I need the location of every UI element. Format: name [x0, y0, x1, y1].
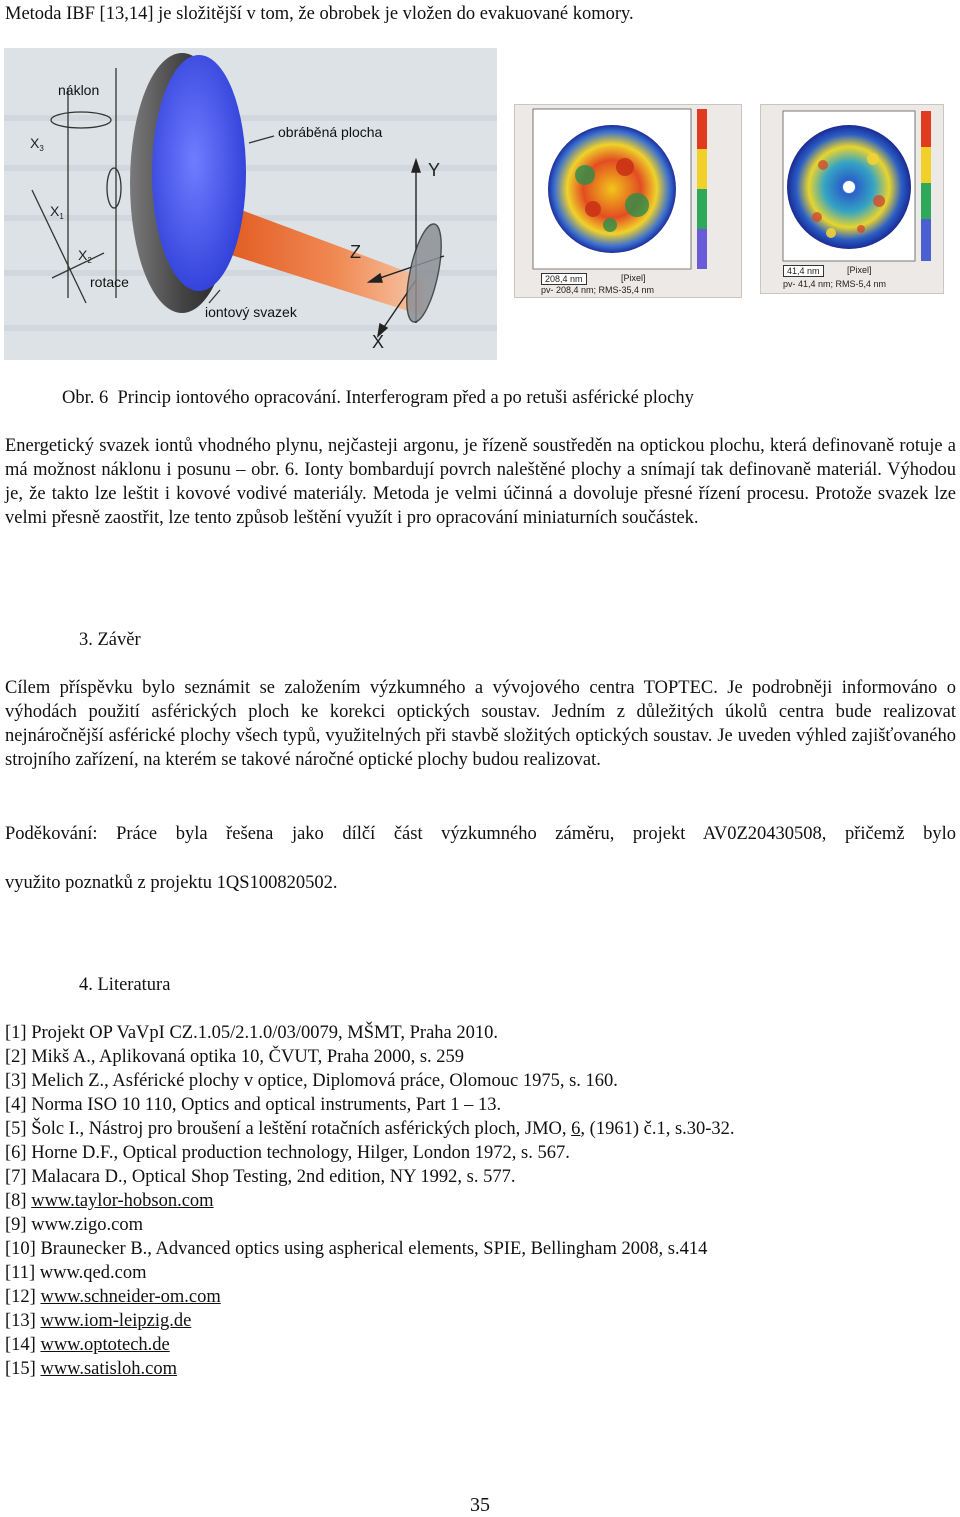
reference-link[interactable]: www.schneider-om.com [40, 1287, 221, 1307]
reference-item: [8] www.taylor-hobson.com [5, 1191, 214, 1211]
label-rotation: rotace [90, 274, 129, 290]
reference-item: [11] www.qed.com [5, 1263, 147, 1283]
reference-item: [3] Melich Z., Asférické plochy v optice, Diplomová práce, Olomouc 1975, s. 160. [5, 1071, 618, 1091]
reference-item: [7] Malacara D., Optical Shop Testing, 2nd edition, NY 1992, s. 577. [5, 1167, 516, 1187]
ion-beam-diagram [4, 48, 497, 360]
figure-caption: Obr. 6 Princip iontového opracování. Interferogram před a po retuši asférické plochy [62, 388, 694, 408]
svg-text:Z: Z [350, 242, 361, 262]
reference-item: [13] www.iom-leipzig.de [5, 1311, 192, 1331]
reference-link[interactable]: www.optotech.de [40, 1335, 170, 1355]
reference-item: [9] www.zigo.com [5, 1215, 144, 1235]
volume-number: 6 [571, 1119, 581, 1139]
label-tilt: náklon [58, 82, 100, 98]
svg-text:X2: $X_2$ [78, 247, 92, 265]
paragraph-conclusion: Cílem příspěvku bylo seznámit se založením výzkumného a vývojového centra TOPTEC. Je podrobněji informováno o výhodách použití asférických ploch ke korekci optických soustav. Jedním z důležitých úkolů centra bude realizovat nejnáročnější asférické plochy všech typů, využitelných při stavbě složitých optických soustav. Je uveden výhled zajišťovaného strojního zařízení, na kterém se takové náročné optické plochy budou realizovat. [5, 678, 956, 770]
section-heading-conclusion: 3. Závěr [79, 630, 141, 650]
machined-surface-disc [152, 55, 246, 291]
reference-item: [1] Projekt OP VaVpI CZ.1.05/2.1.0/03/0079, MŠMT, Praha 2010. [5, 1023, 498, 1043]
interferogram-after-pv: 41,4 nm [783, 265, 824, 277]
acknowledgement-line-1: Poděkování: Práce byla řešena jako dílčí část výzkumného záměru, projekt AV0Z20430508, přičemž bylo [5, 824, 956, 844]
acknowledgement-line-2: využito poznatků z projektu 1QS100820502. [5, 873, 338, 893]
interferogram-before-axis: [Pixel] [621, 273, 646, 283]
reference-item: [10] Braunecker B., Advanced optics using aspherical elements, SPIE, Bellingham 2008, s.414 [5, 1239, 708, 1259]
section-heading-literature: 4. Literatura [79, 975, 171, 995]
reference-item: [4] Norma ISO 10 110, Optics and optical instruments, Part 1 – 13. [5, 1095, 502, 1115]
reference-item: [12] www.schneider-om.com [5, 1287, 221, 1307]
reference-item: [15] www.satisloh.com [5, 1359, 177, 1379]
page-number: 35 [470, 1494, 490, 1516]
interferogram-before-caption: pv- 208,4 nm; RMS-35,4 nm [541, 285, 655, 295]
reference-item: [6] Horne D.F., Optical production technology, Hilger, London 1972, s. 567. [5, 1143, 570, 1163]
reference-link[interactable]: www.iom-leipzig.de [40, 1311, 192, 1331]
interferogram-before-pv: 208,4 nm [541, 273, 587, 285]
interferogram-after-axis: [Pixel] [847, 265, 872, 275]
interferogram-after-caption: pv- 41,4 nm; RMS-5,4 nm [783, 279, 887, 289]
svg-text:X3: $X_3$ [30, 135, 44, 153]
reference-link[interactable]: www.satisloh.com [40, 1359, 177, 1379]
interferogram-after [760, 104, 944, 294]
reference-item: [5] Šolc I., Nástroj pro broušení a leštění rotačních asférických ploch, JMO, 6, (1961) č.1, s.30-32. [5, 1119, 735, 1139]
paragraph-ion-beam: Energetický svazek iontů vhodného plynu, nejčasteji argonu, je řízeně soustředěn na optickou plochu, která definovaně rotuje a má možnost náklonu i posunu – obr. 6. Ionty bombardují povrch naleštěné plochy a snímají tak definovaně materiál. Výhodou je, že takto lze leštit i kovové vodivé materiály. Metoda je velmi účinná a dovoluje přesné řízení procesu. Protože svazek lze velmi přesně zaostřit, lze tento způsob leštění využít i pro opracování miniaturních součástek. [5, 436, 956, 528]
svg-text:Y: Y [428, 160, 441, 180]
reference-item: [2] Mikš A., Aplikovaná optika 10, ČVUT, Praha 2000, s. 259 [5, 1047, 465, 1067]
reference-list [5, 1021, 945, 1381]
reference-link[interactable]: www.taylor-hobson.com [31, 1191, 214, 1211]
label-ion-beam: iontový svazek [205, 304, 297, 320]
svg-text:X1: $X_1$ [50, 203, 64, 221]
intro-line: Metoda IBF [13,14] je složitější v tom, že obrobek je vložen do evakuované komory. [5, 4, 634, 24]
interferogram-before [514, 104, 742, 298]
label-machined-surface: obráběná plocha [278, 124, 383, 140]
reference-item: [14] www.optotech.de [5, 1335, 170, 1355]
svg-text:X: X [372, 332, 385, 352]
